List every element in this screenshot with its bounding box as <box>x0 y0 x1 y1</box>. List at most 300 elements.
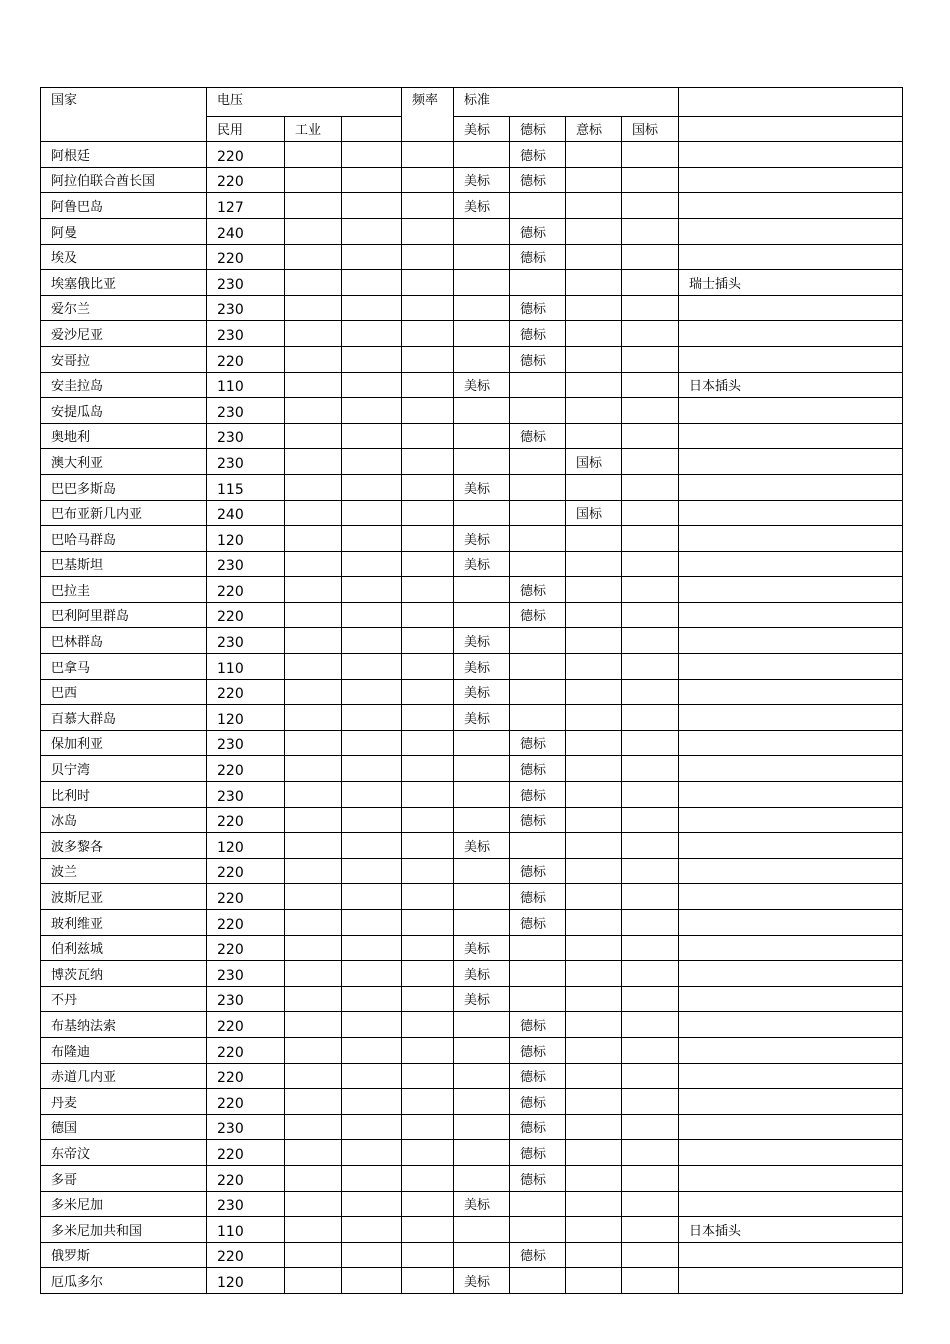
cell-frequency <box>402 705 454 731</box>
cell-standard-de: 德标 <box>510 577 566 603</box>
cell-frequency <box>402 807 454 833</box>
cell-standard-de: 德标 <box>510 756 566 782</box>
cell-voltage-civil: 220 <box>207 1063 285 1089</box>
table-row <box>41 986 903 1012</box>
cell-note <box>679 756 903 782</box>
cell-standard-de <box>510 833 566 859</box>
table-row <box>41 1140 903 1166</box>
cell-voltage-extra <box>342 551 402 577</box>
header-voltage: 电压 <box>207 88 402 117</box>
table-row <box>41 193 903 219</box>
cell-note <box>679 551 903 577</box>
cell-voltage-industrial <box>285 961 342 987</box>
cell-standard-us <box>454 295 510 321</box>
cell-voltage-civil: 230 <box>207 551 285 577</box>
cell-standard-cn <box>622 295 679 321</box>
cell-standard-it <box>566 1114 622 1140</box>
cell-note <box>679 500 903 526</box>
cell-voltage-civil: 220 <box>207 910 285 936</box>
cell-standard-de: 德标 <box>510 602 566 628</box>
cell-voltage-civil: 230 <box>207 961 285 987</box>
cell-frequency <box>402 526 454 552</box>
cell-standard-us: 美标 <box>454 372 510 398</box>
cell-voltage-extra <box>342 884 402 910</box>
cell-frequency <box>402 500 454 526</box>
cell-note <box>679 526 903 552</box>
cell-voltage-industrial <box>285 858 342 884</box>
cell-note <box>679 1089 903 1115</box>
cell-country: 厄瓜多尔 <box>41 1268 207 1294</box>
cell-standard-de <box>510 193 566 219</box>
cell-standard-de: 德标 <box>510 782 566 808</box>
table-row <box>41 1063 903 1089</box>
cell-standard-cn <box>622 244 679 270</box>
cell-voltage-extra <box>342 244 402 270</box>
table-row <box>41 218 903 244</box>
cell-standard-us <box>454 884 510 910</box>
cell-standard-cn <box>622 372 679 398</box>
cell-note <box>679 449 903 475</box>
cell-standard-cn <box>622 679 679 705</box>
cell-frequency <box>402 423 454 449</box>
cell-standard-cn <box>622 730 679 756</box>
cell-standard-de: 德标 <box>510 1140 566 1166</box>
cell-note: 瑞士插头 <box>679 270 903 296</box>
cell-country: 东帝汶 <box>41 1140 207 1166</box>
cell-country: 阿鲁巴岛 <box>41 193 207 219</box>
cell-standard-it <box>566 935 622 961</box>
cell-country: 贝宁湾 <box>41 756 207 782</box>
cell-standard-us <box>454 807 510 833</box>
cell-standard-it <box>566 321 622 347</box>
cell-note <box>679 218 903 244</box>
cell-standard-it: 国标 <box>566 500 622 526</box>
cell-voltage-extra <box>342 1165 402 1191</box>
table-row <box>41 321 903 347</box>
cell-standard-de: 德标 <box>510 1114 566 1140</box>
cell-country: 比利时 <box>41 782 207 808</box>
cell-voltage-industrial <box>285 833 342 859</box>
cell-voltage-industrial <box>285 935 342 961</box>
cell-voltage-industrial <box>285 1089 342 1115</box>
cell-standard-it <box>566 526 622 552</box>
cell-standard-it <box>566 1268 622 1294</box>
cell-standard-us <box>454 1217 510 1243</box>
cell-voltage-extra <box>342 602 402 628</box>
cell-voltage-civil: 220 <box>207 142 285 168</box>
cell-standard-us <box>454 423 510 449</box>
cell-voltage-civil: 230 <box>207 1191 285 1217</box>
cell-voltage-industrial <box>285 526 342 552</box>
cell-note <box>679 423 903 449</box>
cell-voltage-extra <box>342 295 402 321</box>
table-body <box>41 88 903 1294</box>
cell-voltage-civil: 240 <box>207 218 285 244</box>
cell-frequency <box>402 551 454 577</box>
cell-standard-it <box>566 782 622 808</box>
cell-country: 巴拿马 <box>41 654 207 680</box>
cell-voltage-civil: 220 <box>207 884 285 910</box>
cell-country: 巴巴多斯岛 <box>41 474 207 500</box>
cell-standard-it <box>566 833 622 859</box>
cell-standard-us <box>454 1037 510 1063</box>
table-row <box>41 858 903 884</box>
cell-standard-de <box>510 500 566 526</box>
cell-voltage-civil: 115 <box>207 474 285 500</box>
cell-note <box>679 244 903 270</box>
cell-voltage-civil: 220 <box>207 602 285 628</box>
cell-voltage-extra <box>342 1037 402 1063</box>
cell-frequency <box>402 1217 454 1243</box>
cell-standard-cn <box>622 193 679 219</box>
cell-country: 安提瓜岛 <box>41 398 207 424</box>
cell-voltage-industrial <box>285 730 342 756</box>
cell-voltage-industrial <box>285 577 342 603</box>
cell-standard-cn <box>622 858 679 884</box>
cell-standard-us <box>454 858 510 884</box>
cell-standard-de <box>510 270 566 296</box>
header-cn: 国标 <box>622 116 679 142</box>
cell-standard-it <box>566 1012 622 1038</box>
cell-voltage-civil: 230 <box>207 270 285 296</box>
cell-standard-us: 美标 <box>454 474 510 500</box>
cell-voltage-extra <box>342 423 402 449</box>
cell-standard-us <box>454 577 510 603</box>
cell-voltage-civil: 230 <box>207 423 285 449</box>
table-row <box>41 833 903 859</box>
cell-frequency <box>402 1140 454 1166</box>
cell-voltage-extra <box>342 398 402 424</box>
cell-note <box>679 1037 903 1063</box>
cell-voltage-industrial <box>285 551 342 577</box>
cell-standard-us <box>454 756 510 782</box>
cell-note <box>679 1191 903 1217</box>
cell-standard-it <box>566 577 622 603</box>
cell-standard-cn <box>622 218 679 244</box>
cell-standard-it <box>566 986 622 1012</box>
cell-voltage-extra <box>342 807 402 833</box>
cell-frequency <box>402 986 454 1012</box>
table-row <box>41 167 903 193</box>
table-row <box>41 782 903 808</box>
cell-standard-de <box>510 526 566 552</box>
cell-standard-it <box>566 270 622 296</box>
cell-frequency <box>402 346 454 372</box>
cell-standard-cn <box>622 628 679 654</box>
cell-standard-us: 美标 <box>454 526 510 552</box>
cell-voltage-civil: 240 <box>207 500 285 526</box>
cell-standard-de: 德标 <box>510 1037 566 1063</box>
cell-frequency <box>402 679 454 705</box>
cell-standard-cn <box>622 654 679 680</box>
cell-standard-it <box>566 654 622 680</box>
voltage-standards-table <box>40 87 903 1294</box>
cell-frequency <box>402 1037 454 1063</box>
cell-voltage-civil: 220 <box>207 1242 285 1268</box>
cell-standard-us <box>454 346 510 372</box>
cell-note <box>679 833 903 859</box>
cell-voltage-extra <box>342 705 402 731</box>
cell-voltage-industrial <box>285 500 342 526</box>
cell-note: 日本插头 <box>679 372 903 398</box>
header-standard: 标准 <box>454 88 679 117</box>
cell-note <box>679 679 903 705</box>
cell-country: 布基纳法索 <box>41 1012 207 1038</box>
cell-note <box>679 730 903 756</box>
cell-standard-de: 德标 <box>510 807 566 833</box>
table-row <box>41 526 903 552</box>
cell-standard-cn <box>622 1012 679 1038</box>
cell-standard-it <box>566 884 622 910</box>
cell-standard-cn <box>622 167 679 193</box>
cell-standard-de: 德标 <box>510 1165 566 1191</box>
cell-standard-us: 美标 <box>454 654 510 680</box>
cell-country: 爱沙尼亚 <box>41 321 207 347</box>
cell-voltage-civil: 230 <box>207 398 285 424</box>
cell-standard-cn <box>622 756 679 782</box>
cell-standard-cn <box>622 833 679 859</box>
table-row <box>41 807 903 833</box>
cell-voltage-civil: 220 <box>207 1140 285 1166</box>
cell-standard-us <box>454 142 510 168</box>
cell-standard-us: 美标 <box>454 167 510 193</box>
cell-voltage-industrial <box>285 270 342 296</box>
table-row <box>41 577 903 603</box>
cell-note <box>679 628 903 654</box>
cell-country: 巴林群岛 <box>41 628 207 654</box>
cell-standard-it <box>566 423 622 449</box>
table-row <box>41 1114 903 1140</box>
cell-voltage-extra <box>342 449 402 475</box>
cell-standard-de <box>510 654 566 680</box>
cell-note <box>679 705 903 731</box>
cell-country: 伯利兹城 <box>41 935 207 961</box>
cell-standard-de <box>510 679 566 705</box>
cell-frequency <box>402 295 454 321</box>
cell-country: 赤道几内亚 <box>41 1063 207 1089</box>
cell-voltage-civil: 220 <box>207 346 285 372</box>
cell-voltage-civil: 220 <box>207 244 285 270</box>
cell-note <box>679 602 903 628</box>
cell-standard-cn <box>622 910 679 936</box>
header-it: 意标 <box>566 116 622 142</box>
cell-voltage-civil: 230 <box>207 321 285 347</box>
cell-standard-us: 美标 <box>454 986 510 1012</box>
cell-note <box>679 474 903 500</box>
cell-standard-de: 德标 <box>510 884 566 910</box>
cell-voltage-civil: 220 <box>207 935 285 961</box>
cell-voltage-industrial <box>285 1063 342 1089</box>
table-row <box>41 602 903 628</box>
cell-voltage-industrial <box>285 628 342 654</box>
cell-voltage-industrial <box>285 474 342 500</box>
cell-frequency <box>402 449 454 475</box>
table-row <box>41 1037 903 1063</box>
cell-frequency <box>402 730 454 756</box>
table-row <box>41 1191 903 1217</box>
cell-voltage-industrial <box>285 654 342 680</box>
cell-standard-us <box>454 218 510 244</box>
cell-frequency <box>402 628 454 654</box>
cell-voltage-extra <box>342 910 402 936</box>
cell-note <box>679 961 903 987</box>
cell-note <box>679 935 903 961</box>
cell-standard-de <box>510 1191 566 1217</box>
cell-voltage-industrial <box>285 910 342 936</box>
cell-note <box>679 346 903 372</box>
cell-standard-us <box>454 1242 510 1268</box>
cell-frequency <box>402 961 454 987</box>
table-row <box>41 270 903 296</box>
cell-standard-de <box>510 398 566 424</box>
cell-voltage-industrial <box>285 193 342 219</box>
cell-standard-it <box>566 628 622 654</box>
cell-country: 波多黎各 <box>41 833 207 859</box>
cell-standard-us: 美标 <box>454 193 510 219</box>
cell-country: 阿曼 <box>41 218 207 244</box>
cell-voltage-civil: 120 <box>207 1268 285 1294</box>
cell-voltage-civil: 220 <box>207 807 285 833</box>
cell-voltage-civil: 220 <box>207 1089 285 1115</box>
cell-frequency <box>402 1268 454 1294</box>
cell-voltage-industrial <box>285 782 342 808</box>
cell-voltage-civil: 120 <box>207 705 285 731</box>
cell-voltage-industrial <box>285 1268 342 1294</box>
cell-voltage-extra <box>342 270 402 296</box>
cell-country: 奥地利 <box>41 423 207 449</box>
cell-country: 冰岛 <box>41 807 207 833</box>
cell-voltage-industrial <box>285 986 342 1012</box>
cell-standard-it <box>566 730 622 756</box>
cell-voltage-industrial <box>285 705 342 731</box>
cell-voltage-industrial <box>285 1140 342 1166</box>
cell-note <box>679 910 903 936</box>
cell-note <box>679 986 903 1012</box>
cell-standard-it <box>566 1165 622 1191</box>
cell-frequency <box>402 142 454 168</box>
cell-voltage-industrial <box>285 218 342 244</box>
cell-standard-us <box>454 1114 510 1140</box>
cell-standard-it <box>566 910 622 936</box>
cell-standard-us: 美标 <box>454 679 510 705</box>
cell-standard-cn <box>622 398 679 424</box>
cell-country: 玻利维亚 <box>41 910 207 936</box>
cell-standard-cn <box>622 1037 679 1063</box>
cell-voltage-industrial <box>285 167 342 193</box>
cell-standard-de <box>510 961 566 987</box>
cell-note <box>679 1268 903 1294</box>
cell-voltage-extra <box>342 1217 402 1243</box>
cell-standard-de <box>510 551 566 577</box>
cell-voltage-civil: 230 <box>207 628 285 654</box>
cell-frequency <box>402 218 454 244</box>
cell-standard-de: 德标 <box>510 167 566 193</box>
cell-standard-it <box>566 193 622 219</box>
table-row <box>41 1012 903 1038</box>
cell-country: 巴布亚新几内亚 <box>41 500 207 526</box>
cell-country: 德国 <box>41 1114 207 1140</box>
table-row <box>41 449 903 475</box>
cell-country: 巴西 <box>41 679 207 705</box>
cell-standard-de <box>510 1217 566 1243</box>
cell-standard-us: 美标 <box>454 961 510 987</box>
cell-voltage-industrial <box>285 142 342 168</box>
cell-voltage-industrial <box>285 602 342 628</box>
cell-standard-cn <box>622 551 679 577</box>
cell-standard-de: 德标 <box>510 423 566 449</box>
table-row <box>41 295 903 321</box>
cell-standard-cn <box>622 423 679 449</box>
cell-frequency <box>402 654 454 680</box>
cell-standard-de <box>510 372 566 398</box>
cell-voltage-civil: 230 <box>207 449 285 475</box>
cell-voltage-extra <box>342 1012 402 1038</box>
cell-standard-us: 美标 <box>454 935 510 961</box>
cell-note <box>679 167 903 193</box>
cell-note <box>679 654 903 680</box>
cell-voltage-industrial <box>285 1217 342 1243</box>
cell-note <box>679 1063 903 1089</box>
cell-note <box>679 1140 903 1166</box>
cell-voltage-extra <box>342 526 402 552</box>
cell-standard-de: 德标 <box>510 730 566 756</box>
cell-note <box>679 142 903 168</box>
header-row-1 <box>41 88 903 117</box>
cell-standard-us <box>454 1165 510 1191</box>
table-row <box>41 884 903 910</box>
table-row <box>41 756 903 782</box>
cell-note <box>679 858 903 884</box>
cell-standard-cn <box>622 705 679 731</box>
cell-frequency <box>402 858 454 884</box>
cell-voltage-extra <box>342 1268 402 1294</box>
cell-voltage-civil: 220 <box>207 167 285 193</box>
cell-voltage-extra <box>342 1063 402 1089</box>
cell-voltage-civil: 120 <box>207 833 285 859</box>
cell-standard-cn <box>622 807 679 833</box>
cell-standard-de <box>510 474 566 500</box>
cell-frequency <box>402 884 454 910</box>
cell-voltage-industrial <box>285 372 342 398</box>
cell-voltage-extra <box>342 1089 402 1115</box>
cell-standard-de: 德标 <box>510 1242 566 1268</box>
cell-standard-it <box>566 807 622 833</box>
cell-standard-us <box>454 602 510 628</box>
cell-standard-it <box>566 756 622 782</box>
cell-standard-cn <box>622 270 679 296</box>
cell-standard-it <box>566 295 622 321</box>
cell-voltage-extra <box>342 218 402 244</box>
cell-voltage-extra <box>342 628 402 654</box>
table-row <box>41 961 903 987</box>
header-country: 国家 <box>41 88 207 142</box>
cell-standard-de: 德标 <box>510 1063 566 1089</box>
cell-voltage-industrial <box>285 1191 342 1217</box>
header-frequency: 频率 <box>402 88 454 142</box>
table-row <box>41 244 903 270</box>
cell-frequency <box>402 244 454 270</box>
cell-standard-de: 德标 <box>510 858 566 884</box>
cell-voltage-extra <box>342 1191 402 1217</box>
cell-standard-it <box>566 218 622 244</box>
cell-standard-it <box>566 679 622 705</box>
cell-frequency <box>402 602 454 628</box>
cell-voltage-civil: 220 <box>207 679 285 705</box>
cell-voltage-industrial <box>285 1165 342 1191</box>
table-row <box>41 423 903 449</box>
cell-standard-it <box>566 244 622 270</box>
cell-standard-us: 美标 <box>454 1268 510 1294</box>
